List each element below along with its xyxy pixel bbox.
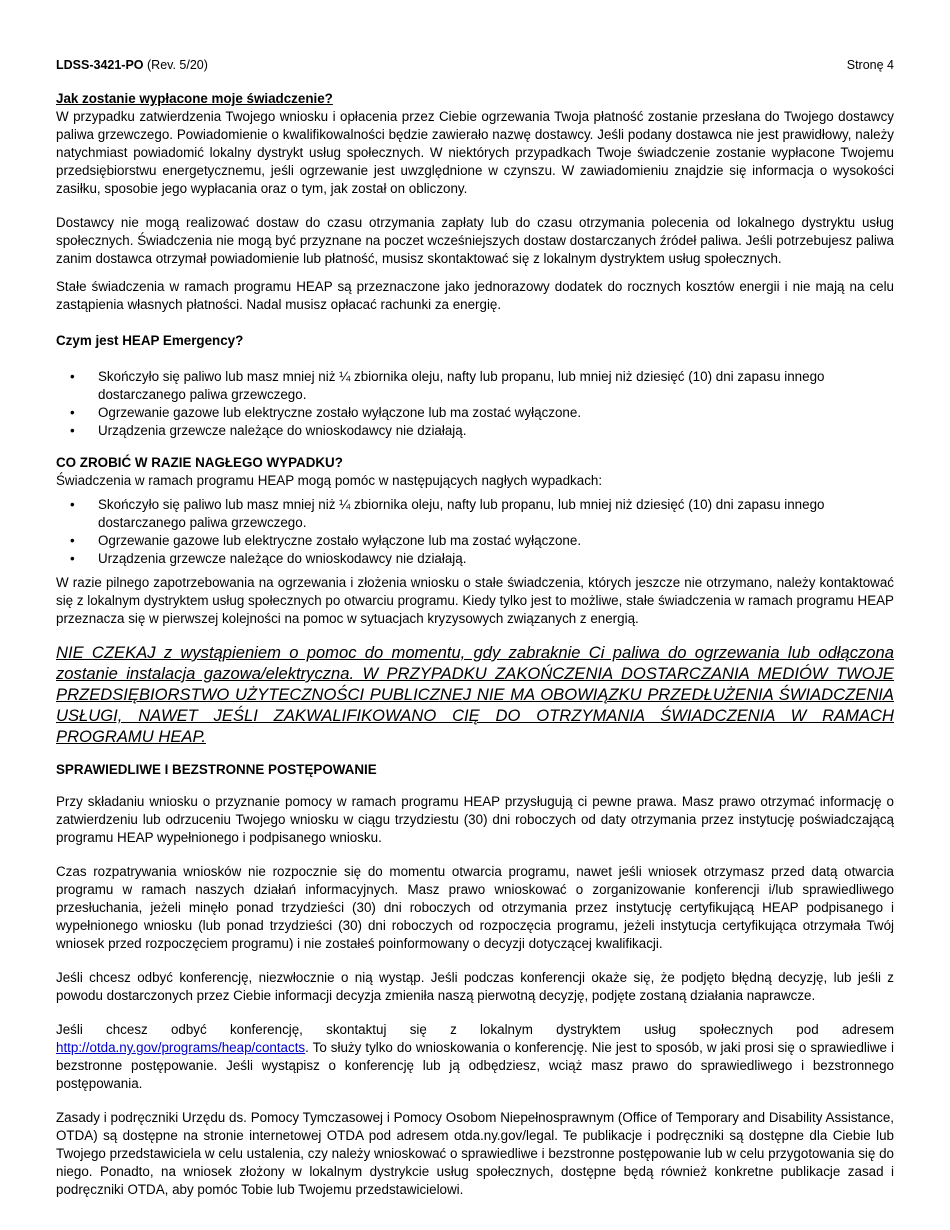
- fair-hearing-paragraph-3: Jeśli chcesz odbyć konferencję, niezwłocznie o nią wystąp. Jeśli podczas konferencji okaże się, że podjęto błędną decyzję, lub jeśli z powodu dostarczonych przez Ciebie informacji decyzja zmieniła naszą pierwotną decyzję, podjęte zostaną działania naprawcze.: [56, 970, 894, 1003]
- warning-notice: NIE CZEKAJ z wystąpieniem o pomoc do momentu, gdy zabraknie Ci paliwa do ogrzewania lub odłączona zostanie instalacja gazowa/elektryczna. W PRZYPADKU ZAKOŃCZENIA DOSTARCZANIA MEDIÓW TWOJE PRZEDSIĘBIORSTWO UŻYTECZNOŚCI PUBLICZNEJ NIE MA OBOWIĄZKU PRZEDŁUŻENIA ŚWIADCZENIA USŁUGI, NAWET JEŚLI ZAKWALIFIKOWANO CIĘ DO OTRZYMANIA ŚWIADCZENIA W RAMACH PROGRAMU HEAP.: [56, 643, 894, 746]
- bullet-icon: •: [70, 423, 75, 438]
- bullet-icon: •: [70, 369, 75, 384]
- list-item: • Skończyło się paliwo lub masz mniej niż ¼ zbiornika oleju, nafty lub propanu, lub mniej niż dziesięć (10) dni zapasu innego dostarczanego paliwa grzewczego.: [70, 497, 825, 530]
- fair-hearing-paragraph-5: Zasady i podręczniki Urzędu ds. Pomocy Tymczasowej i Pomocy Osobom Niepełnosprawnym (Office of Temporary and Disability Assistance, OTDA) są dostępne na stronie internetowej OTDA pod adresem otda.ny.gov/legal. Te publikacje i podręczniki są dostępne dla Ciebie lub Twojego przedstawiciela w celu ustalenia, czy należy wnioskować o sprawiedliwe i bezstronne postępowanie lub w celu przygotowania się do niego. Ponadto, na wniosek złożony w lokalnym dystrykcie usług społecznych, dostępne będą również konkretne publikacje zasad i podręczniki OTDA, aby pomóc Tobie lub Twojemu przedstawicielowi.: [56, 1110, 894, 1197]
- form-revision: (Rev. 5/20): [143, 58, 208, 72]
- heap-emergency-list: [56, 368, 894, 440]
- list-item: • Urządzenia grzewcze należące do wnioskodawcy nie działają.: [70, 423, 467, 438]
- payment-paragraph-3: Stałe świadczenia w ramach programu HEAP są przeznaczone jako jednorazowy dodatek do rocznych kosztów energii i nie mają na celu zastąpienia własnych płatności. Nadal musisz opłacać rachunki za energię.: [56, 279, 894, 312]
- form-id: LDSS-3421-PO: [56, 58, 144, 72]
- bullet-icon: •: [70, 497, 75, 512]
- bullet-icon: •: [70, 551, 75, 566]
- list-item: • Skończyło się paliwo lub masz mniej niż ¼ zbiornika oleju, nafty lub propanu, lub mniej niż dziesięć (10) dni zapasu innego dostarczanego paliwa grzewczego.: [70, 369, 825, 402]
- contacts-link[interactable]: http://otda.ny.gov/programs/heap/contacts: [56, 1040, 306, 1055]
- form-id-line: [56, 56, 208, 74]
- emergency-intro: Świadczenia w ramach programu HEAP mogą pomóc w następujących nagłych wypadkach:: [56, 473, 603, 488]
- bullet-icon: •: [70, 405, 75, 420]
- list-item: • Ogrzewanie gazowe lub elektryczne zostało wyłączone lub ma zostać wyłączone.: [70, 533, 582, 548]
- emergency-paragraph: W razie pilnego zapotrzebowania na ogrzewania i złożenia wniosku o stałe świadczenia, których jeszcze nie otrzymano, należy kontaktować się z lokalnym dystryktem usług społecznych po otwarciu programu. Kiedy tylko jest to możliwe, stałe świadczenia w ramach programu HEAP przeznacza się w pierwszej kolejności na pomoc w sytuacjach kryzysowych związanych z energią.: [56, 575, 894, 626]
- section-title-payment: Jak zostanie wypłacone moje świadczenie?: [56, 91, 333, 106]
- list-item: • Ogrzewanie gazowe lub elektryczne zostało wyłączone lub ma zostać wyłączone.: [70, 405, 582, 420]
- page-number: Stronę 4: [846, 58, 894, 72]
- document-page: [56, 56, 894, 1199]
- bullet-icon: •: [70, 533, 75, 548]
- fair-hearing-paragraph-1: Przy składaniu wniosku o przyznanie pomocy w ramach programu HEAP przysługują ci pewne prawa. Masz prawo otrzymać informację o zatwierdzeniu lub odrzuceniu Twojego wniosku w ciągu trzydziestu (30) dni roboczych od daty otrzymania przez instytucję poświadczającą programu HEAP wypełnionego i podpisanego wniosku.: [56, 794, 894, 845]
- payment-paragraph-2: Dostawcy nie mogą realizować dostaw do czasu otrzymania zapłaty lub do czasu otrzymania polecenia od lokalnego dystryktu usług społecznych. Świadczenia nie mogą być przyznane na poczet wcześniejszych dostaw dostarczanych źródeł paliwa. Jeśli potrzebujesz paliwa zanim dostawca otrzymał powiadomienie lub płatność, musisz skontaktować się z lokalnym dystryktem usług społecznych.: [56, 215, 894, 266]
- payment-paragraph-1: W przypadku zatwierdzenia Twojego wniosku i opłacenia przez Ciebie ogrzewania Twoja płatność zostanie przesłana do Twojego dostawcy paliwa grzewczego. Powiadomienie o kwalifikowalności będzie zawierało nazwę dostawcy. Jeśli podany dostawca nie jest prawidłowy, należy natychmiast powiadomić lokalny dystrykt usług społecznych. W niektórych przypadkach Twoje świadczenie zostanie wypłacone Twojemu przedsiębiorstwu energetycznemu, jeśli ogrzewanie jest uwzględnione w czynszu. W zawiadomieniu znajdzie się informacja o wysokości zasiłku, sposobie jego wypłacania oraz o tym, jak został on obliczony.: [56, 109, 894, 196]
- section-title-fair-hearing: SPRAWIEDLIWE I BEZSTRONNE POSTĘPOWANIE: [56, 762, 377, 777]
- emergency-list: [56, 496, 894, 568]
- page-header: [56, 56, 894, 74]
- list-item: • Urządzenia grzewcze należące do wnioskodawcy nie działają.: [70, 551, 467, 566]
- section-title-heap-emergency: Czym jest HEAP Emergency?: [56, 333, 244, 348]
- fair-hearing-paragraph-2: Czas rozpatrywania wniosków nie rozpocznie się do momentu otwarcia programu, nawet jeśli wniosek otrzymasz przed datą otwarcia programu w ramach naszych działań informacyjnych. Masz prawo wnioskować o zorganizowanie konferencji i/lub sprawiedliwego przesłuchania, jeżeli minęło ponad trzydzieści (30) dni roboczych od otrzymania przez instytucję certyfikującą HEAP podpisanego i wypełnionego wniosku (lub ponad trzydzieści (30) dni roboczych od rozpoczęcia programu, jeżeli instytucja certyfikująca otrzymała Twój wniosek przed rozpoczęciem programu) i nie zostałeś poinformowany o decyzji dotyczącej kwalifikacji.: [56, 864, 894, 951]
- fair-hearing-paragraph-4: Jeśli chcesz odbyć konferencję, skontaktuj się z lokalnym dystryktem usług społecznych pod adresem http://otda.ny.gov/programs/heap/contacts. To służy tylko do wnioskowania o konferencję. Nie jest to sposób, w jaki prosi się o sprawiedliwe i bezstronne postępowanie. Jeśli wystąpisz o konferencję lub ją odbędziesz, wciąż masz prawo do sprawiedliwego i bezstronnego postępowania.: [56, 1022, 894, 1091]
- section-title-emergency: CO ZROBIĆ W RAZIE NAGŁEGO WYPADKU?: [56, 455, 343, 470]
